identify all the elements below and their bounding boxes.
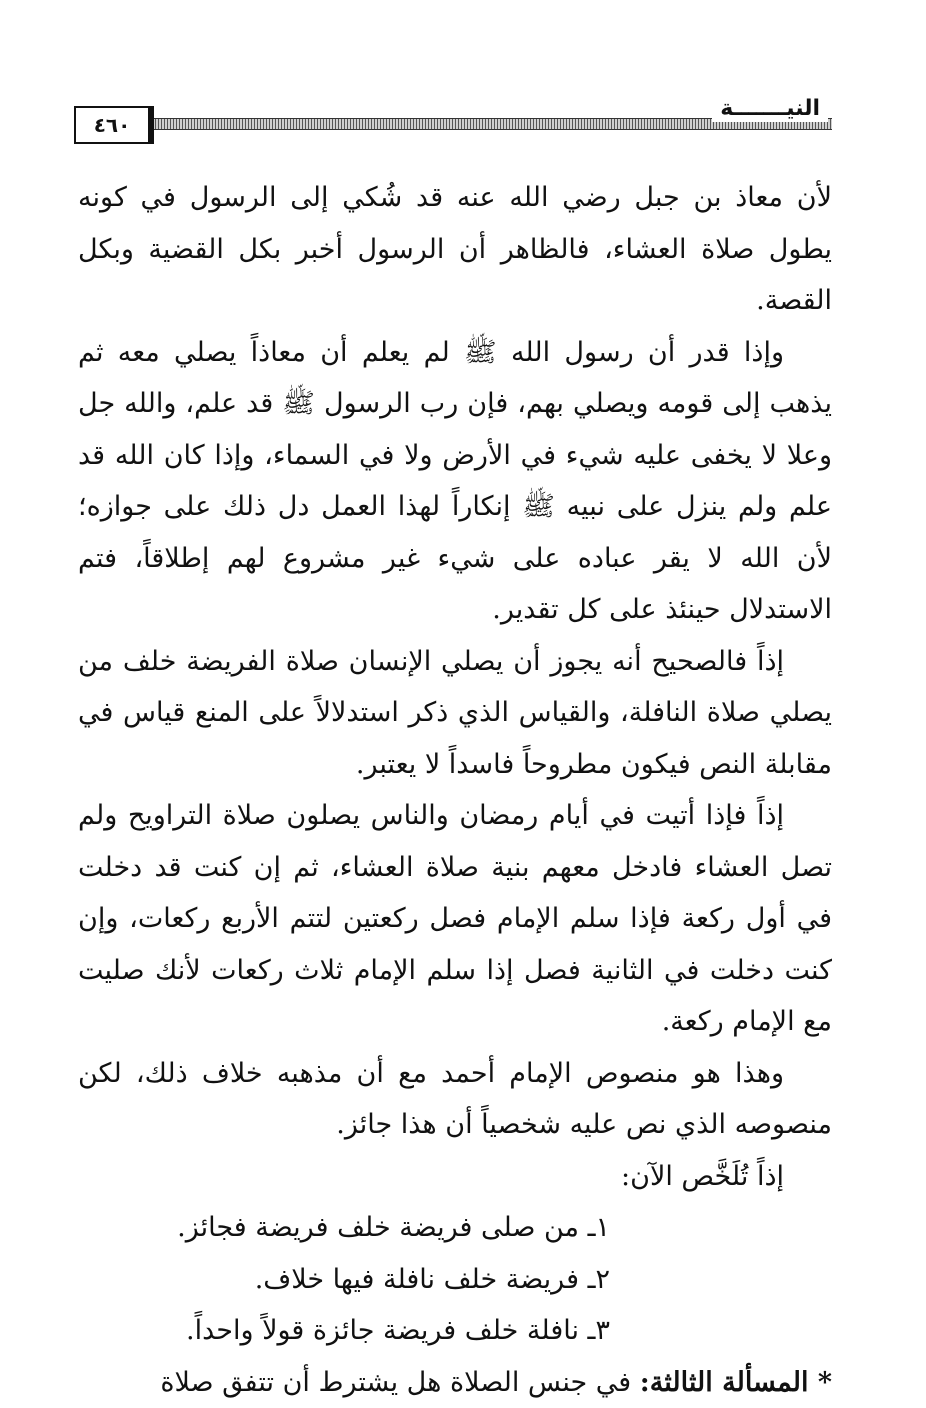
page-body: [78, 172, 832, 1408]
paragraph-3: إذاً فالصحيح أنه يجوز أن يصلي الإنسان صلاة الفريضة خلف من يصلي صلاة النافلة، والقياس الذي ذكر استدلالاً على المنع قياس في مقابلة النص فيكون مطروحاً فاسداً لا يعتبر.: [78, 636, 832, 791]
list-item: ٢ـ فريضة خلف نافلة فيها خلاف.: [78, 1254, 832, 1306]
summary-intro: إذاً تُلَخَّص الآن:: [78, 1151, 832, 1203]
list-item: ١ـ من صلى فريضة خلف فريضة فجائز.: [78, 1202, 832, 1254]
paragraph-2: وإذا قدر أن رسول الله ﷺ لم يعلم أن معاذاً يصلي معه ثم يذهب إلى قومه ويصلي بهم، فإن رب الرسول ﷺ قد علم، والله جل وعلا لا يخفى عليه شيء في الأرض ولا في السماء، وإذا كان الله قد علم ولم ينزل على نبيه ﷺ إنكاراً لهذا العمل دل ذلك على جوازه؛ لأن الله لا يقر عباده على شيء غير مشروع لهم إطلاقاً، فتم الاستدلال حينئذ على كل تقدير.: [78, 327, 832, 636]
list-item: ٣ـ نافلة خلف فريضة جائزة قولاً واحداً.: [78, 1305, 832, 1357]
page-number: ٤٦٠: [74, 106, 154, 144]
summary-list: [78, 1202, 832, 1357]
paragraph-4: إذاً فإذا أتيت في أيام رمضان والناس يصلون صلاة التراويح ولم تصل العشاء فادخل معهم بنية صلاة العشاء، ثم إن كنت قد دخلت في أول ركعة فإذا سلم الإمام فصل ركعتين لتتم الأربع ركعات، وإن كنت دخلت في الثانية فصل إذا سلم الإمام ثلاث ركعات لأنك صليت مع الإمام ركعة.: [78, 790, 832, 1048]
chapter-title: النيـــــــة: [712, 96, 828, 122]
final-text: في جنس الصلاة هل يشترط أن تتفق صلاة: [160, 1367, 631, 1398]
final-paragraph: [78, 1357, 832, 1408]
section-label: * المسألة الثالثة:: [640, 1367, 832, 1398]
page-header: [74, 96, 832, 142]
paragraph-5: وهذا هو منصوص الإمام أحمد مع أن مذهبه خلاف ذلك، لكن منصوصه الذي نص عليه شخصياً أن هذا جائز.: [78, 1048, 832, 1151]
paragraph-1: لأن معاذ بن جبل رضي الله عنه قد شُكي إلى الرسول في كونه يطول صلاة العشاء، فالظاهر أن الرسول أخبر بكل القضية وبكل القصة.: [78, 172, 832, 327]
